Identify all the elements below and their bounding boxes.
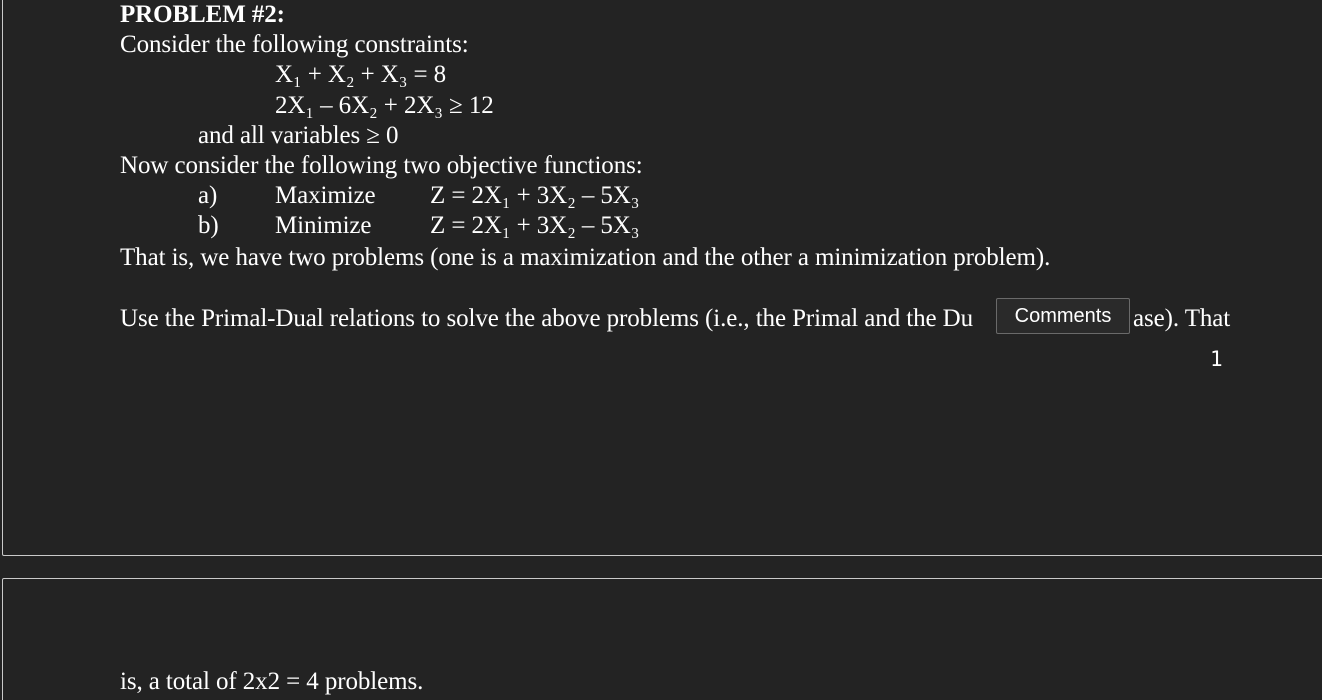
objectives-intro: Now consider the following two objective functions: [120, 152, 643, 179]
objective-a-expression: Z = 2X₁ + 3X₂ – 5X₃ [430, 182, 640, 209]
page-number: 1 [1210, 347, 1223, 371]
objective-a-type: Maximize [275, 182, 376, 209]
objective-b-label: b) [198, 212, 219, 239]
problem-summary: That is, we have two problems (one is a maximization and the other a minimization problem). [120, 244, 1051, 271]
instruction-continuation: is, a total of 2x2 = 4 problems. [120, 668, 424, 695]
instruction-text-end: ase). That [1133, 305, 1231, 332]
objective-b-type: Minimize [275, 212, 372, 239]
nonnegativity-condition: and all variables ≥ 0 [198, 122, 399, 149]
objective-b-expression: Z = 2X₁ + 3X₂ – 5X₃ [430, 212, 640, 239]
constraint-2: 2X₁ – 6X₂ + 2X₃ ≥ 12 [275, 92, 494, 119]
comments-button[interactable]: Comments [996, 298, 1130, 334]
objective-a-label: a) [198, 182, 218, 209]
constraints-intro: Consider the following constraints: [120, 31, 469, 58]
page-frame-top [2, 0, 1322, 556]
instruction-text-start: Use the Primal-Dual relations to solve the above problems (i.e., the Primal and the Du [120, 305, 973, 332]
problem-heading: PROBLEM #2: [120, 1, 285, 28]
constraint-1: X₁ + X₂ + X₃ = 8 [275, 61, 447, 88]
